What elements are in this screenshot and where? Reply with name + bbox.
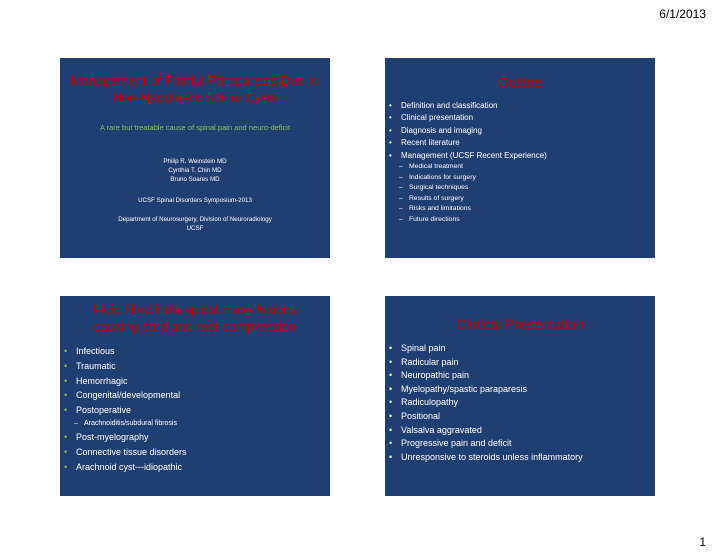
list-subitem: – Arachnoiditis/subdural fibrosis bbox=[60, 418, 330, 430]
list-subitem: – Indications for surgery bbox=[385, 173, 655, 184]
author-list bbox=[60, 158, 330, 184]
affiliation bbox=[60, 216, 330, 234]
list-item: • Management (UCSF Recent Experience) bbox=[385, 150, 655, 162]
slide-3-title bbox=[60, 301, 330, 335]
cause-list bbox=[60, 344, 330, 418]
list-item: • Infectious bbox=[60, 344, 330, 359]
list-item: • Recent literature bbox=[385, 137, 655, 149]
slide-2-title: Outline bbox=[497, 74, 543, 90]
list-item: • Postoperative bbox=[60, 403, 330, 418]
list-item: • Spinal pain bbox=[385, 342, 655, 356]
list-item: • Traumatic bbox=[60, 359, 330, 374]
list-item: • Congenital/developmental bbox=[60, 388, 330, 403]
list-item: • Progressive pain and deficit bbox=[385, 437, 655, 451]
list-item: • Myelopathy/spastic paraparesis bbox=[385, 383, 655, 397]
cause-list-continued bbox=[60, 430, 330, 474]
symposium-name: UCSF Spinal Disorders Symposium-2013 bbox=[138, 197, 252, 205]
list-item: • Diagnosis and imaging bbox=[385, 125, 655, 137]
list-item: • Arachnoid cyst---idiopathic bbox=[60, 460, 330, 475]
symptom-list bbox=[385, 342, 655, 464]
department: Department of Neurosurgery, Division of Neuroradiology bbox=[118, 216, 272, 224]
cause-sublist bbox=[60, 418, 330, 430]
list-item: • Clinical presentation bbox=[385, 112, 655, 124]
slide-4-title: Clinical Presentation bbox=[456, 316, 584, 332]
list-item: • Unresponsive to steroids unless inflammatory bbox=[385, 451, 655, 465]
list-item: • Valsalva aggravated bbox=[385, 424, 655, 438]
list-item: • Connective tissue disorders bbox=[60, 445, 330, 460]
list-subitem: – Surgical techniques bbox=[385, 183, 655, 194]
list-item: • Post-myelography bbox=[60, 430, 330, 445]
author-name: Philip R. Weinstein MD bbox=[163, 158, 227, 165]
slide-3-title-line-1: Fluid filled intra-spinal mass lesions bbox=[92, 302, 298, 317]
list-item: • Hemorrhagic bbox=[60, 374, 330, 389]
slide-lesion-types bbox=[60, 296, 330, 496]
slide-1-title bbox=[60, 72, 330, 106]
list-subitem: – Results of surgery bbox=[385, 194, 655, 205]
outline-list bbox=[385, 100, 655, 162]
page-date: 6/1/2013 bbox=[659, 7, 706, 21]
list-subitem: – Medical treatment bbox=[385, 162, 655, 173]
outline-sublist bbox=[385, 162, 655, 226]
institution: UCSF bbox=[186, 224, 204, 232]
author-name: Bruno Soares MD bbox=[170, 175, 220, 183]
author-name: Cynthia T. Chin MD bbox=[168, 166, 222, 174]
page-number: 1 bbox=[699, 535, 706, 549]
slide-1-subtitle: A rare but treatable cause of spinal pain and neuro-deficit bbox=[99, 123, 291, 132]
slide-outline bbox=[385, 58, 655, 258]
slide-1-title-line-2: Non-Neoplastic Spinal Cysts bbox=[112, 90, 278, 105]
slide-1-title-line-1: Management of Painful Paraparesis Due to bbox=[70, 73, 320, 88]
list-item: • Radicular pain bbox=[385, 356, 655, 370]
list-item: • Radiculopathy bbox=[385, 396, 655, 410]
list-item: • Definition and classification bbox=[385, 100, 655, 112]
list-item: • Neuropathic pain bbox=[385, 369, 655, 383]
slide-3-title-line-2: causing cord and root compression bbox=[93, 319, 297, 334]
list-subitem: – Future directions bbox=[385, 215, 655, 226]
list-subitem: – Risks and limitations bbox=[385, 204, 655, 215]
list-item: • Positional bbox=[385, 410, 655, 424]
slide-clinical-presentation bbox=[385, 296, 655, 496]
slide-title bbox=[60, 58, 330, 258]
